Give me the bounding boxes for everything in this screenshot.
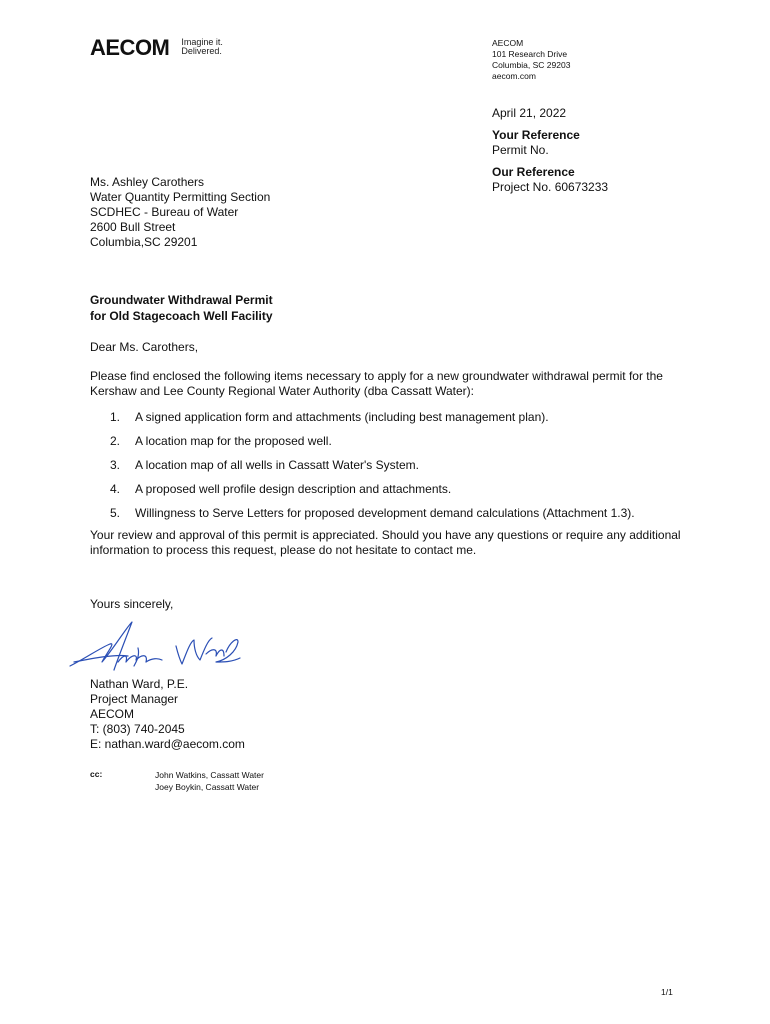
intro-paragraph: Please find enclosed the following items necessary to apply for a new groundwater withdrawal permit for the Kershaw and Lee County Regional Water Authority (dba Cassatt Water): [90, 369, 663, 398]
list-item-number: 4. [110, 482, 121, 496]
recipient-address [90, 175, 270, 250]
list-item-number: 5. [110, 506, 121, 520]
sender-name: Nathan Ward, P.E. [90, 677, 189, 691]
recipient-dept: SCDHEC - Bureau of Water [90, 205, 239, 219]
recipient-city: Columbia,SC 29201 [90, 235, 198, 249]
letter-subject [90, 292, 273, 324]
list-item-number: 3. [110, 458, 121, 472]
cc-recipient: Joey Boykin, Cassatt Water [155, 782, 260, 792]
enclosure-list [110, 410, 710, 530]
list-item-number: 2. [110, 434, 121, 448]
list-item [110, 410, 710, 434]
sender-address [492, 38, 570, 82]
recipient-name: Ms. Ashley Carothers [90, 175, 205, 189]
cc-list [155, 769, 264, 793]
letter-date: April 21, 2022 [492, 106, 567, 120]
list-item-text: A location map of all wells in Cassatt Water's System. [135, 458, 419, 472]
your-reference-value: Permit No. [492, 143, 549, 157]
list-item-text: A proposed well profile design description and attachments. [135, 482, 452, 496]
your-reference-label: Your Reference [492, 128, 580, 142]
sender-city: Columbia, SC 29203 [492, 60, 571, 70]
handwritten-signature [66, 618, 246, 678]
logo-wordmark: AECOM [90, 35, 170, 60]
sender-company: AECOM [492, 38, 524, 48]
subject-line1: Groundwater Withdrawal Permit [90, 293, 273, 307]
sender-email: E: nathan.ward@aecom.com [90, 737, 245, 751]
list-item-number: 1. [110, 410, 121, 424]
list-item [110, 458, 710, 482]
list-item-text: A location map for the proposed well. [135, 434, 332, 448]
sender-website: aecom.com [492, 71, 536, 81]
list-item-text: A signed application form and attachments (including best management plan). [135, 410, 549, 424]
cc-label: cc: [90, 769, 103, 779]
sender-title: Project Manager [90, 692, 179, 706]
sender-org: AECOM [90, 707, 135, 721]
page-number: 1/1 [661, 987, 673, 997]
reference-block [492, 128, 608, 195]
salutation: Dear Ms. Carothers, [90, 340, 199, 354]
logo-tagline [181, 36, 223, 56]
company-logo [90, 36, 223, 60]
list-item-text: Willingness to Serve Letters for proposed development demand calculations (Attachment 1.3). [135, 506, 635, 520]
sender-block [90, 677, 245, 752]
our-reference-value: Project No. 60673233 [492, 180, 609, 194]
sender-phone: T: (803) 740-2045 [90, 722, 185, 736]
cc-recipient: John Watkins, Cassatt Water [155, 770, 264, 780]
list-item [110, 506, 710, 530]
closing-paragraph: Your review and approval of this permit is appreciated. Should you have any questions or require any additional information to process this request, please do not hesitate to contact me. [90, 528, 681, 557]
list-item [110, 434, 710, 458]
recipient-street: 2600 Bull Street [90, 220, 176, 234]
logo-tagline-line2: Delivered. [181, 46, 222, 56]
sign-off: Yours sincerely, [90, 597, 174, 611]
list-item [110, 482, 710, 506]
recipient-section: Water Quantity Permitting Section [90, 190, 271, 204]
sender-street: 101 Research Drive [492, 49, 568, 59]
subject-line2: for Old Stagecoach Well Facility [90, 309, 273, 323]
logo-tagline-line1: Imagine it. [181, 37, 223, 47]
our-reference-label: Our Reference [492, 165, 575, 179]
